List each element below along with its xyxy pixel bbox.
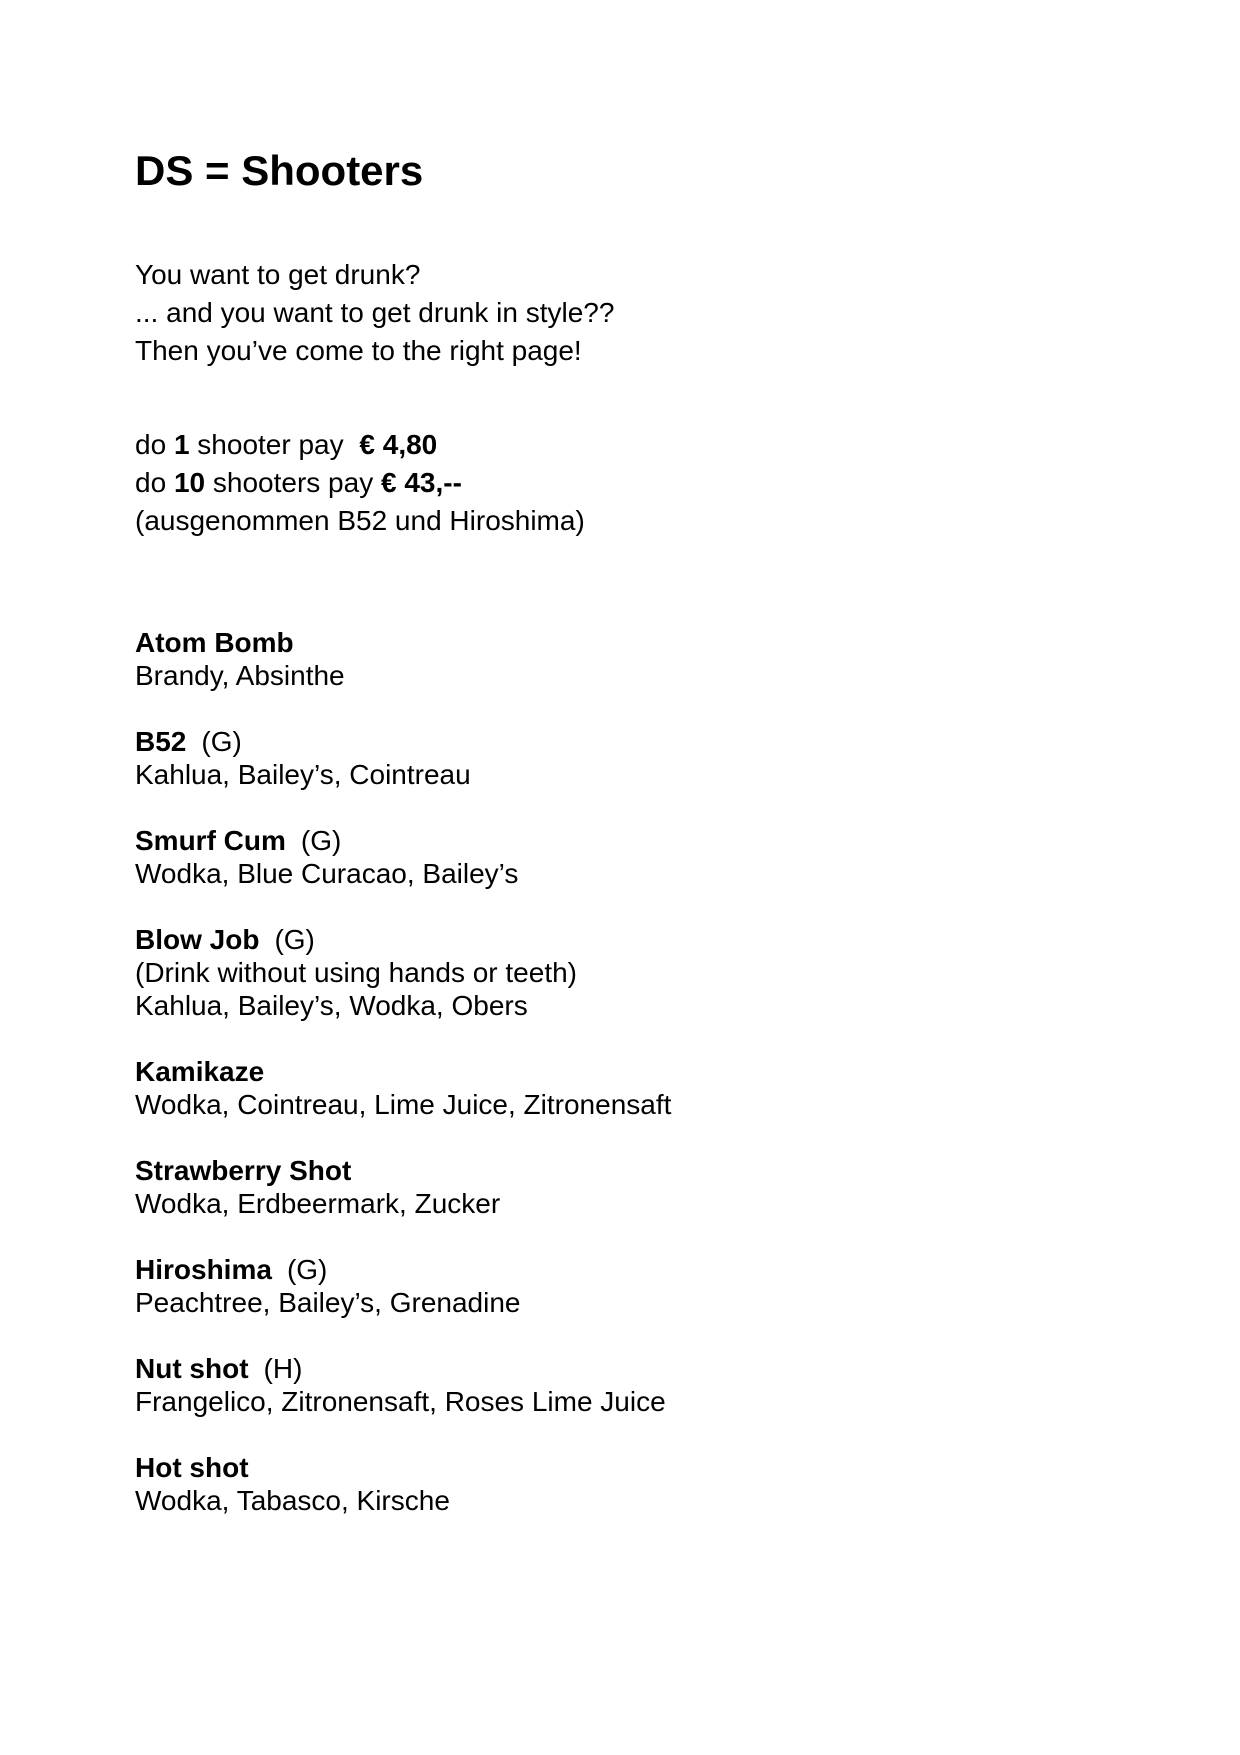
price-line-pre: do (135, 429, 167, 460)
item-header (135, 824, 1150, 857)
price-line-mid: shooter pay (197, 429, 344, 460)
item-header (135, 1352, 1150, 1385)
pricing-note: (ausgenommen B52 und Hiroshima) (135, 505, 585, 536)
item-header (135, 1055, 1150, 1088)
item-ingredients: Wodka, Erdbeermark, Zucker (135, 1188, 501, 1219)
intro-line: Then you’ve come to the right page! (135, 335, 582, 366)
menu-item-strawberry-shot (135, 1154, 1150, 1220)
item-ingredients: Brandy, Absinthe (135, 660, 345, 691)
page-title: DS = Shooters (135, 147, 424, 194)
item-name: Atom Bomb (135, 627, 294, 658)
item-tag: (G) (286, 1254, 328, 1285)
menu-item-blow-job (135, 923, 1150, 1022)
price-line-qty: 1 (173, 429, 190, 460)
menu-item-smurf-cum (135, 824, 1150, 890)
item-header (135, 923, 1150, 956)
price-line-price: € 4,80 (359, 429, 438, 460)
item-name: Strawberry Shot (135, 1155, 352, 1186)
price-line (135, 464, 1150, 502)
item-ingredients: Frangelico, Zitronensaft, Roses Lime Juice (135, 1386, 666, 1417)
menu-item-nut-shot (135, 1352, 1150, 1418)
item-header (135, 1451, 1150, 1484)
item-name: Hot shot (135, 1452, 249, 1483)
item-name: Smurf Cum (135, 825, 286, 856)
item-name: Blow Job (135, 924, 260, 955)
menu-item-hot-shot (135, 1451, 1150, 1517)
item-header (135, 725, 1150, 758)
item-ingredients: Wodka, Cointreau, Lime Juice, Zitronensaft (135, 1089, 672, 1120)
item-ingredients: Wodka, Blue Curacao, Bailey’s (135, 858, 519, 889)
price-line-mid: shooters pay (212, 467, 374, 498)
menu-item-hiroshima (135, 1253, 1150, 1319)
intro-line: You want to get drunk? (135, 259, 421, 290)
price-line-pre: do (135, 467, 167, 498)
price-line (135, 426, 1150, 464)
item-name: Hiroshima (135, 1254, 272, 1285)
item-ingredients: Wodka, Tabasco, Kirsche (135, 1485, 450, 1516)
intro-paragraph (135, 256, 1150, 370)
item-tag: (G) (201, 726, 242, 757)
pricing-paragraph (135, 426, 1150, 540)
item-name: Nut shot (135, 1353, 249, 1384)
item-header (135, 1253, 1150, 1286)
item-ingredients: Kahlua, Bailey’s, Cointreau (135, 759, 471, 790)
item-ingredients: Peachtree, Bailey’s, Grenadine (135, 1287, 521, 1318)
item-name: Kamikaze (135, 1056, 265, 1087)
menu-item-atom-bomb (135, 626, 1150, 692)
item-tag: (G) (274, 924, 315, 955)
price-line-price: € 43,-- (380, 467, 462, 498)
item-tag: (G) (300, 825, 342, 856)
item-header (135, 626, 1150, 659)
item-note: (Drink without using hands or teeth) (135, 957, 577, 988)
item-name: B52 (135, 726, 187, 757)
menu-item-kamikaze (135, 1055, 1150, 1121)
menu-item-b52 (135, 725, 1150, 791)
price-line-qty: 10 (173, 467, 206, 498)
item-ingredients: Kahlua, Bailey’s, Wodka, Obers (135, 990, 528, 1021)
item-tag: (H) (263, 1353, 303, 1384)
intro-line: ... and you want to get drunk in style?? (135, 297, 615, 328)
shooter-list (135, 626, 1150, 1517)
item-header (135, 1154, 1150, 1187)
